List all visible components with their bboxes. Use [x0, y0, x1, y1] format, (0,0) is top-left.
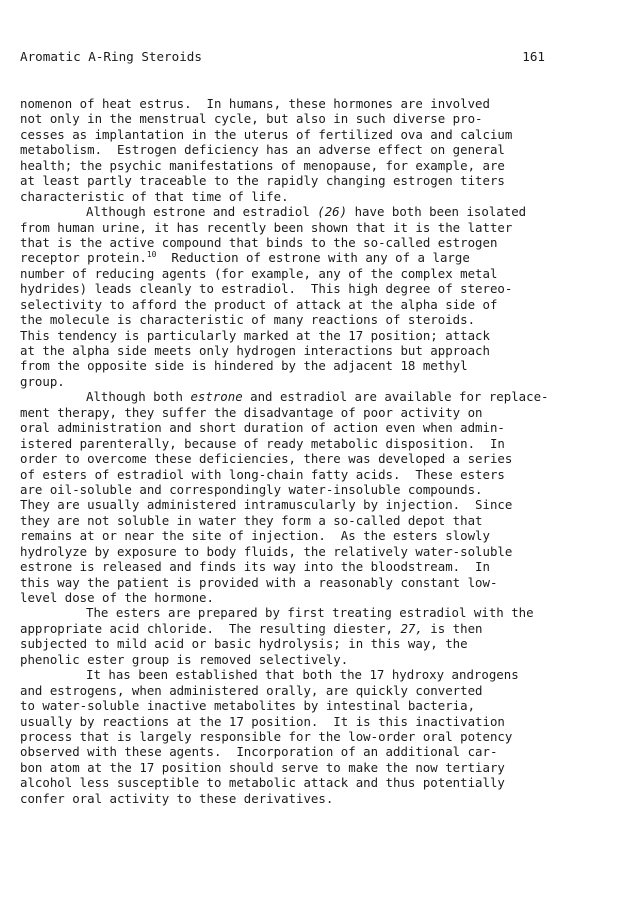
text-line: at least partly traceable to the rapidly changing estrogen titers [20, 173, 505, 189]
text-line: phenolic ester group is removed selectively. [20, 651, 349, 667]
paragraph [20, 389, 620, 605]
italic-text: 27, [400, 620, 423, 636]
text-line: the molecule is characteristic of many reactions of steroids. [20, 312, 476, 328]
text-line: of esters of estradiol with long-chain fatty acids. These esters [20, 466, 505, 482]
text-line: at the alpha side meets only hydrogen interactions but approach [20, 343, 490, 358]
text-line: not only in the menstrual cycle, but also in such diverse pro- [20, 111, 483, 127]
text-line: group. [20, 373, 65, 389]
text-line: observed with these agents. Incorporation of an additional car- [20, 744, 498, 760]
paragraph [20, 605, 620, 667]
text-line: that is the active compound that binds to the so-called estrogen [20, 234, 498, 250]
text-line: health; the psychic manifestations of menopause, for example, are [20, 157, 505, 173]
text-line: usually by reactions at the 17 position. It is this inactivation [20, 713, 505, 729]
text-line: The esters are prepared by first treating estradiol with the [86, 605, 534, 621]
text-line: ment therapy, they suffer the disadvantage of poor activity on [20, 404, 483, 420]
text-line: they are not soluble in water they form a so-called depot that [20, 512, 483, 528]
text-run: appropriate acid chloride. The resulting diester, [20, 620, 401, 636]
text-run: is then [422, 620, 483, 636]
text-line: confer oral activity to these derivatives. [20, 790, 334, 806]
text-line: are oil-soluble and correspondingly water-insoluble compounds. [20, 481, 483, 497]
body-text [20, 96, 620, 806]
text-line: characteristic of that time of life. [20, 188, 289, 204]
text-run: have both been isolated [347, 204, 527, 220]
text-line: and estrogens, when administered orally, are quickly converted [20, 682, 483, 698]
running-header [20, 48, 545, 66]
text-line: metabolism. Estrogen deficiency has an adverse effect on general [20, 142, 505, 158]
text-run: receptor protein. [20, 250, 147, 266]
text-line [20, 389, 620, 404]
text-run: Reduction of estrone with any of a large [156, 250, 470, 266]
text-line: subjected to mild acid or basic hydrolysis; in this way, the [20, 636, 468, 652]
text-line: alcohol less susceptible to metabolic attack and thus potentially [20, 775, 505, 791]
text-line: order to overcome these deficiencies, there was developed a series [20, 451, 513, 467]
text-line [20, 250, 620, 265]
text-line: cesses as implantation in the uterus of fertilized ova and calcium [20, 126, 513, 142]
text-line: selectivity to afford the product of attack at the alpha side of [20, 296, 498, 312]
text-run: Although estrone and estradiol [86, 204, 318, 220]
text-line: bon atom at the 17 position should serve to make the now tertiary [20, 759, 505, 775]
text-line: It has been established that both the 17 hydroxy androgens [86, 667, 519, 683]
text-line: level dose of the hormone. [20, 590, 214, 605]
text-run: Although both [86, 389, 191, 405]
text-line [20, 204, 620, 219]
reference-superscript: 10 [146, 250, 157, 260]
text-line: this way the patient is provided with a reasonably constant low- [20, 574, 498, 590]
text-line: nomenon of heat estrus. In humans, these hormones are involved [20, 96, 490, 111]
text-line: process that is largely responsible for the low-order oral potency [20, 728, 513, 744]
text-line [20, 621, 620, 636]
text-line: istered parenterally, because of ready metabolic disposition. In [20, 435, 505, 451]
paragraph [20, 204, 620, 389]
paragraph [20, 96, 620, 204]
text-line: from human urine, it has recently been shown that it is the latter [20, 219, 513, 235]
text-line: hydrolyze by exposure to body fluids, the relatively water-soluble [20, 543, 513, 559]
page-number: 161 [522, 49, 545, 64]
paragraph [20, 667, 620, 806]
text-run: and estradiol are available for replace- [242, 389, 549, 405]
italic-text: estrone [190, 389, 243, 405]
text-line: hydrides) leads cleanly to estradiol. This high degree of stereo- [20, 281, 513, 297]
text-line: This tendency is particularly marked at the 17 position; attack [20, 327, 490, 343]
running-title: Aromatic A-Ring Steroids [20, 49, 202, 64]
text-line: estrone is released and finds its way into the bloodstream. In [20, 559, 490, 575]
text-line: from the opposite side is hindered by the adjacent 18 methyl [20, 358, 468, 374]
text-line: remains at or near the site of injection. As the esters slowly [20, 528, 490, 544]
text-line: They are usually administered intramuscularly by injection. Since [20, 497, 513, 513]
text-line: oral administration and short duration of action even when admin- [20, 420, 505, 436]
italic-text: (26) [317, 204, 348, 220]
text-line: number of reducing agents (for example, any of the complex metal [20, 265, 498, 281]
text-line: to water-soluble inactive metabolites by intestinal bacteria, [20, 698, 476, 714]
